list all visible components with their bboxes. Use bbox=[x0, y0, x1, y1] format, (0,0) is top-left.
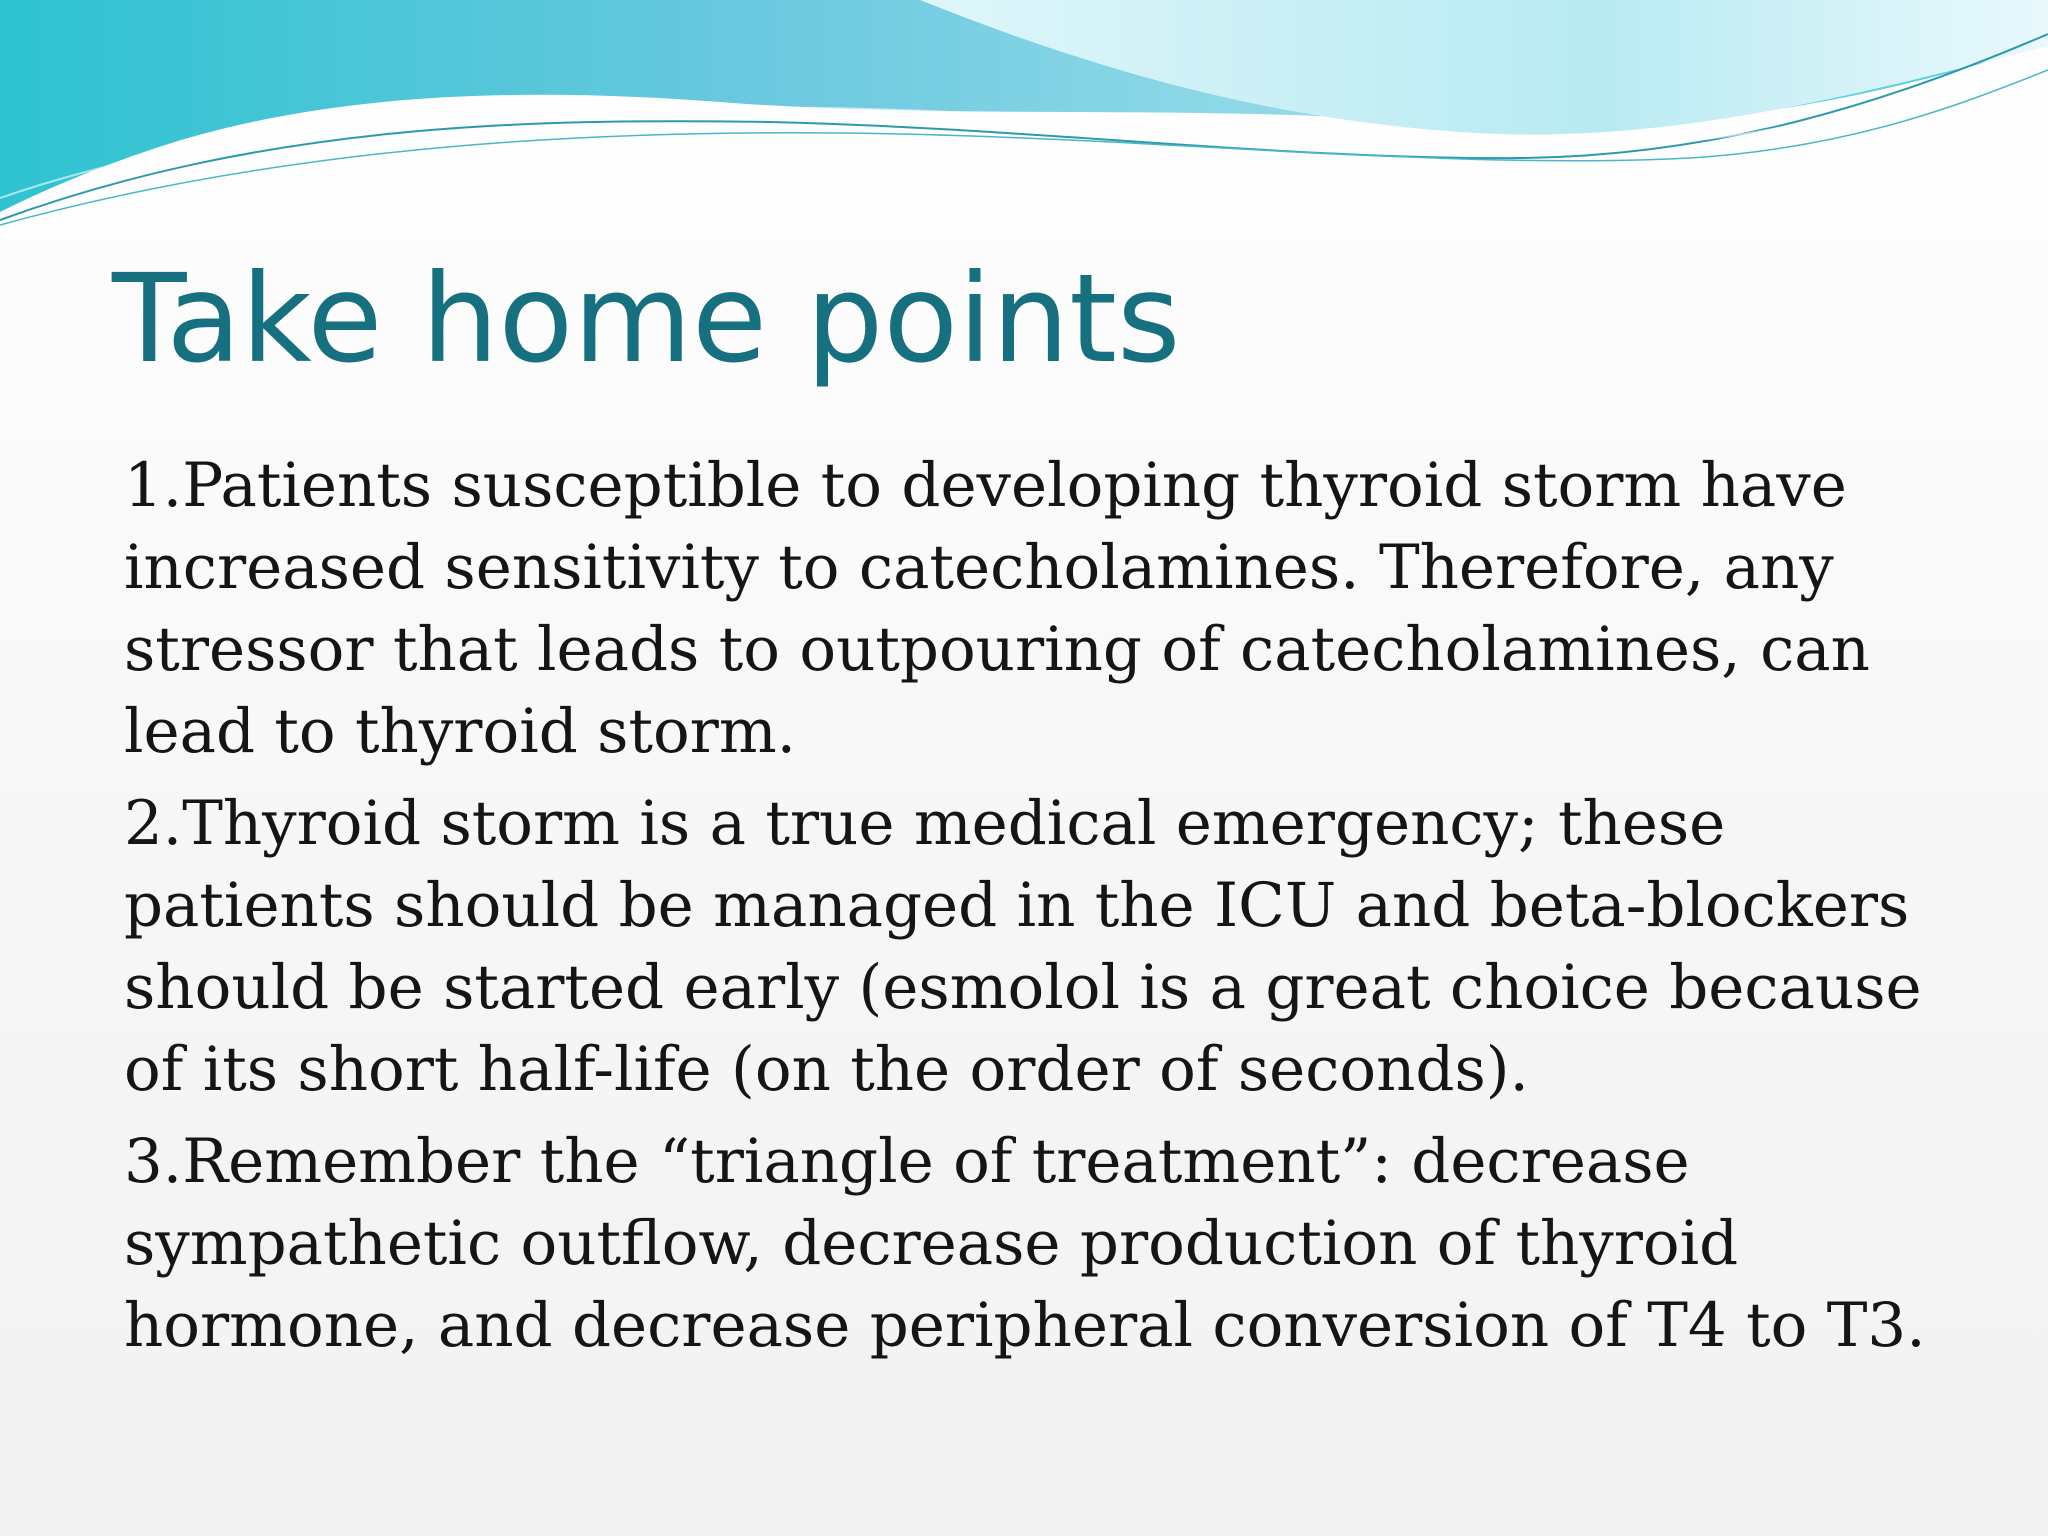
list-item: 2.Thyroid storm is a true medical emergency; these patients should be managed in the ICU and beta-blockers should be started early (esmolol is a great choice because of its short half-life (on the order of seconds). bbox=[124, 788, 1922, 1105]
header-wave-decoration bbox=[0, 0, 2048, 240]
list-item: 3.Remember the “triangle of treatment”: decrease sympathetic outflow, decrease production of thyroid hormone, and decrease peripheral conversion of T4 to T3. bbox=[124, 1126, 1926, 1361]
slide-title: Take home points bbox=[112, 248, 1181, 390]
take-home-points-list bbox=[124, 445, 1984, 1377]
list-item: 1.Patients susceptible to developing thyroid storm have increased sensitivity to catecholamines. Therefore, any stressor that leads to outpouring of catecholamines, can lead to thyroid storm. bbox=[124, 450, 1870, 767]
